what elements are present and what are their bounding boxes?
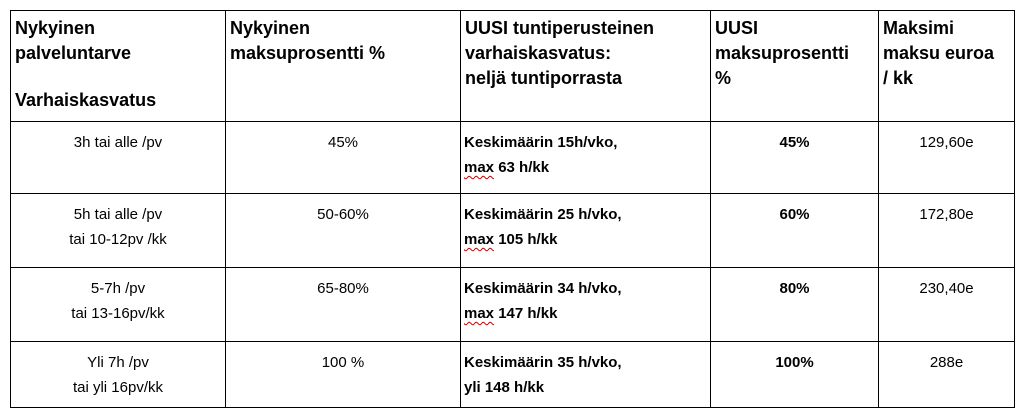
cell-new-hours — [461, 122, 711, 194]
cell-new-hours — [461, 194, 711, 268]
cell-new-pct: 80% — [711, 268, 879, 342]
cell-new-hours — [461, 268, 711, 342]
cell-text: 147 h/kk — [494, 305, 558, 322]
header-text: / kk — [883, 68, 914, 88]
header-text: varhaiskasvatus: — [465, 43, 612, 63]
cell-text: Keskimäärin 34 h/vko, — [464, 280, 622, 297]
cell-need — [11, 122, 226, 194]
header-text: palveluntarve — [15, 43, 132, 63]
cell-text: tai 13-16pv/kk — [71, 305, 165, 322]
header-current-need — [11, 11, 226, 122]
cell-new-pct: 100% — [711, 342, 879, 408]
header-row — [11, 11, 1015, 122]
table-row — [11, 268, 1015, 342]
cell-text: Keskimäärin 15h/vko, — [464, 134, 618, 151]
cell-text: tai 10-12pv /kk — [69, 231, 167, 248]
header-text: UUSI tuntiperusteinen — [465, 18, 655, 38]
cell-current-pct: 50-60% — [226, 194, 461, 268]
cell-current-pct: 65-80% — [226, 268, 461, 342]
header-text: Varhaiskasvatus — [15, 90, 157, 110]
cell-max-fee: 129,60e — [879, 122, 1015, 194]
cell-new-pct: 45% — [711, 122, 879, 194]
cell-text: max — [464, 305, 495, 322]
cell-text: max — [464, 231, 495, 248]
cell-need — [11, 342, 226, 408]
fee-table — [10, 10, 1015, 408]
cell-current-pct: 45% — [226, 122, 461, 194]
cell-current-pct: 100 % — [226, 342, 461, 408]
table-row — [11, 342, 1015, 408]
cell-new-hours — [461, 342, 711, 408]
cell-max-fee: 288e — [879, 342, 1015, 408]
header-max-fee — [879, 11, 1015, 122]
cell-text: 5h tai alle /pv — [73, 206, 163, 223]
header-text: maksu euroa — [883, 43, 995, 63]
header-new-percent — [711, 11, 879, 122]
cell-text: 105 h/kk — [494, 231, 558, 248]
header-text: % — [715, 68, 732, 88]
table-row — [11, 194, 1015, 268]
cell-text: tai yli 16pv/kk — [72, 379, 164, 396]
cell-text: max — [464, 159, 495, 176]
header-text: maksuprosentti — [715, 43, 850, 63]
cell-max-fee: 172,80e — [879, 194, 1015, 268]
header-text: neljä tuntiporrasta — [465, 68, 623, 88]
cell-need — [11, 194, 226, 268]
cell-max-fee: 230,40e — [879, 268, 1015, 342]
table-row — [11, 122, 1015, 194]
cell-text: 5-7h /pv — [90, 280, 146, 297]
cell-text: Yli 7h /pv — [87, 354, 149, 371]
cell-text: 3h tai alle /pv — [73, 134, 163, 151]
cell-text: 63 h/kk — [494, 159, 550, 176]
cell-text: Keskimäärin 25 h/vko, — [464, 206, 622, 223]
header-text: maksuprosentti % — [230, 43, 386, 63]
cell-text: Keskimäärin 35 h/vko, — [464, 354, 622, 371]
header-text: Nykyinen — [15, 18, 96, 38]
cell-need — [11, 268, 226, 342]
cell-text: yli 148 h/kk — [464, 379, 545, 396]
cell-new-pct: 60% — [711, 194, 879, 268]
header-new-hours — [461, 11, 711, 122]
header-text: Nykyinen — [230, 18, 311, 38]
header-text: Maksimi — [883, 18, 955, 38]
header-text: UUSI — [715, 18, 759, 38]
header-current-percent — [226, 11, 461, 122]
